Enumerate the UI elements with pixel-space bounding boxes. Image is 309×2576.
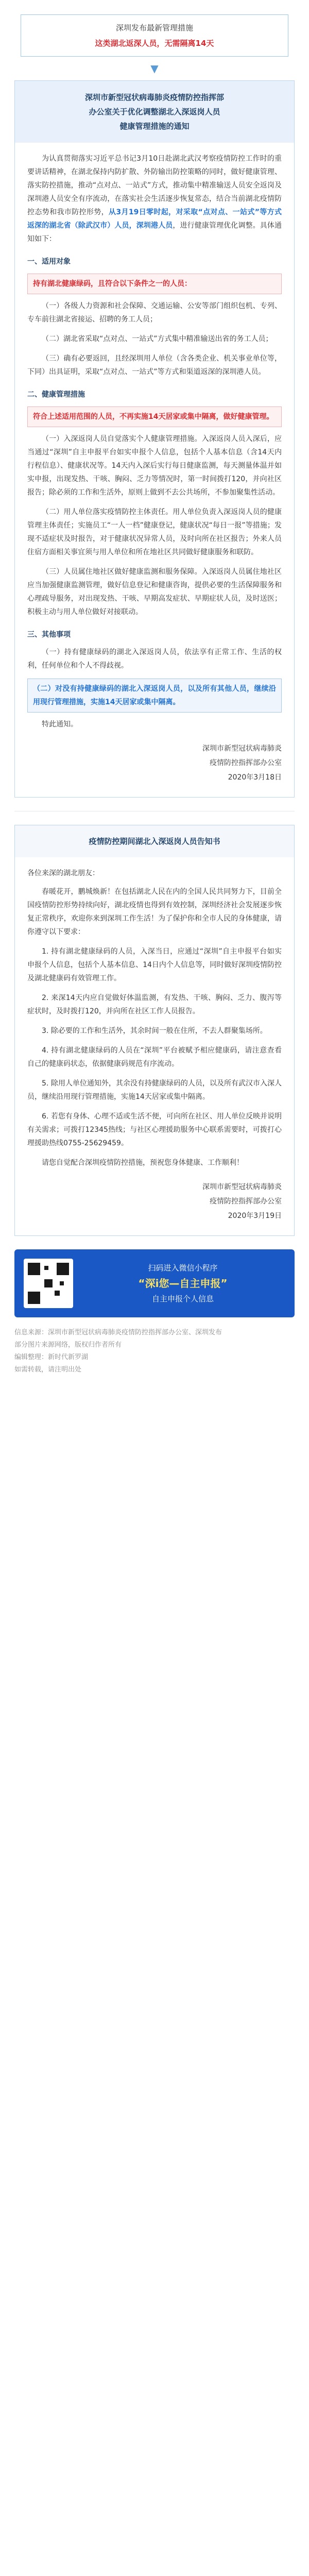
letter-content [15, 857, 294, 1235]
section-3-item-1: （一）持有健康绿码的湖北入深返岗人员，依法享有正常工作、生活的权利，任何单位和个人不得歧视。 [27, 648, 282, 670]
source-line-1: 信息来源：深圳市新型冠状病毒肺炎疫情防控指挥部办公室、深圳发布 [14, 1329, 222, 1336]
notice-signature [27, 741, 282, 785]
qr-line-1: 扫码进入微信小程序 [148, 1263, 218, 1273]
down-arrow-icon: ▼ [150, 62, 159, 75]
section-1-item-3: （三）确有必要返回，且经深圳用人单位（含各类企业、机关事业单位等，下同）出具证明，采取“点对点、一站式”等方式和渠道返深的深圳港人员。 [27, 354, 282, 376]
source-line-3: 编辑整理：新时代新罗湖 [14, 1353, 89, 1361]
notice-title [15, 81, 294, 143]
letter-sign-org-1: 深圳市新型冠状病毒肺炎 [202, 1183, 282, 1191]
letter-greeting: 各位来深的湖北朋友： [27, 869, 99, 877]
source-line-2: 部分图片来源网络，版权归作者所有 [14, 1341, 122, 1349]
qr-line-2: “深i您—自主申报” [138, 1277, 228, 1290]
source-info [14, 1327, 295, 1376]
letter-item-5: 5. 除用人单位通知外，其余没有持健康绿码的人员，以及所有武汉市入深人员，继续沿用现行管理措施，实施14天居家或集中隔离。 [27, 1079, 282, 1101]
qr-text [73, 1261, 285, 1306]
banner-line-1: 深圳发布最新管理措施 [115, 23, 193, 32]
letter-sign-date: 2020年3月19日 [228, 1212, 282, 1220]
section-2-highlight: 符合上述适用范围的人员，不再实施14天居家或集中隔离，做好健康管理。 [27, 406, 282, 427]
letter-signature [27, 1180, 282, 1223]
letter-closing: 请您自觉配合深圳疫情防控措施，预祝您身体健康、工作顺利！ [42, 1159, 244, 1167]
intro-highlight: 从3月19日零时起，对采取“点对点、一站式”等方式返深的湖北省（除武汉市）人员，深圳港人员 [27, 208, 282, 230]
notice-closing: 特此通知。 [42, 720, 78, 728]
notice-title-line-1: 深圳市新型冠状病毒肺炎疫情防控指挥部 [84, 93, 224, 102]
section-3-highlight: （二）对没有持健康绿码的湖北入深返岗人员，以及所有其他人员，继续沿用现行管理措施，实施14天居家或集中隔离。 [27, 679, 282, 713]
notice-title-line-3: 健康管理措施的通知 [119, 122, 190, 131]
notice-sign-org-2: 疫情防控指挥部办公室 [210, 759, 282, 767]
notice-title-line-2: 办公室关于优化调整湖北入深返岗人员 [89, 107, 220, 116]
letter-sign-org-2: 疫情防控指挥部办公室 [210, 1197, 282, 1206]
letter-item-6: 6. 若您有身体、心理不适或生活不便，可向所在社区、用人单位反映并说明有关需求；可拨打12345热线；与社区心理援助服务中心联系需要时，可拨打心理援助热线0755-25629459。 [27, 1112, 282, 1147]
section-2-title: 二、健康管理措施 [27, 391, 85, 399]
notice-intro [27, 152, 282, 246]
banner-line-2: 这类湖北返深人员，无需隔离14天 [95, 39, 214, 48]
letter-item-2: 2. 来深14天内应自觉做好体温监测，有发热、干咳、胸闷、乏力、腹泻等症状时，及时拨打120，并向所在社区工作人员报告。 [27, 994, 282, 1015]
letter-item-4: 4. 持有湖北健康绿码的人员在“深圳”平台被赋予相应健康码，请注意查看自己的健康码状态，依据健康码规范有序流动。 [27, 1046, 282, 1068]
letter-title: 疫情防控期间湖北入深返岗人员告知书 [15, 825, 294, 857]
qr-line-3: 自主申报个人信息 [151, 1294, 214, 1303]
source-line-4: 如需转载，请注明出处 [14, 1366, 82, 1374]
qr-promo [14, 1249, 295, 1317]
notice-box [14, 80, 295, 798]
letter-item-1: 1. 持有湖北健康绿码的人员，入深当日，应通过“深圳”自主申报平台如实申报个人信息，包括个人基本信息、14日内个人信息等，同时做好深圳疫情防控及湖北健康码有效管理工作。 [27, 947, 282, 982]
letter-intro: 春暖花开，鹏城焕新！在包括湖北人民在内的全国人民共同努力下，目前全国疫情防控形势持续向好，湖北疫情也得到有效控制，深圳经济社会发展逐步恢复正常秩序，欢迎你来到深圳工作生活！为了保护你和全市人民的身体健康，请你遵守以下要求： [27, 888, 282, 936]
section-3-title: 三、其他事项 [27, 631, 71, 639]
section-2-item-1: （一）入深返岗人员自觉落实个人健康管理措施。入深返岗人员入深后，应当通过“深圳”自主申报平台如实申报个人信息，包括个人基本信息（含14天内行程信息）、健康状况等。14天内入深后实行每日健康监测，每天测量体温并如实申报，出现发热、干咳、胸闷、乏力等情况时，第一时间拨打120，并向社区报告；除必须的工作和生活外，原则上做到不去公共场所，不参加聚集性活动。 [27, 435, 282, 497]
notice-content [15, 143, 294, 797]
notice-sign-date: 2020年3月18日 [228, 773, 282, 782]
section-2-item-2: （二）用人单位落实疫情防控主体责任。用人单位负责入深返岗人员的健康管理主体责任；实施员工“一人一档”健康登记，健康状况“每日一报”等措施；发现不适症状及时报告，对于健康状况异常人员，及时向所在社区报告；外来人员住宿方面相关事宜须与用人单位和所在地社区共同做好健康服务和联防。 [27, 508, 282, 556]
section-1-highlight: 持有湖北健康绿码，且符合以下条件之一的人员： [27, 274, 282, 294]
section-1-item-2: （二）湖北省采取“点对点、一站式”方式集中精准输送出省的务工人员； [42, 335, 273, 343]
letter-item-3: 3. 除必要的工作和生活外，其余时间一般在住所，不去人群聚集场所。 [42, 1027, 267, 1035]
headline-banner [21, 14, 288, 57]
intro-text-c: ，进行健康管理优化调整。具体通知如下： [27, 222, 282, 243]
section-2-item-3: （三）人员属住地社区做好健康监测和服务保障。入深返岗人员属住地社区应当加强健康监测管理，做好信息登记和健康咨询，提供必要的生活保障服务和心理疏导服务，对出现发热、干咳、早期高发症状、早期症状人员，及时送医；积极主动与用人单位做好对接联动。 [27, 568, 282, 616]
section-1-item-1: （一）各级人力资源和社会保障、交通运输、公安等部门组织包机、专列、专车前往湖北省接运、招聘的务工人员； [27, 302, 282, 324]
section-1-title: 一、适用对象 [27, 258, 71, 266]
letter-box [14, 825, 295, 1236]
notice-sign-org-1: 深圳市新型冠状病毒肺炎 [202, 744, 282, 753]
qr-code-icon[interactable] [24, 1259, 73, 1308]
intro-text-a: 为认真贯彻落实习近平总书记3月10日赴湖北武汉考察疫情防控工作时的重要讲话精神，在湖北保持内防扩散、外防输出防控策略的同时，做好健康管理、落实防控措施，推动“点对点、一站式”方式，推动集中精准输送人员安全返岗及深圳港人员安全有序流动，在落实社会生活逐步恢复常态，结合当前湖北疫情防控态势和我市防控形势， [27, 155, 282, 216]
